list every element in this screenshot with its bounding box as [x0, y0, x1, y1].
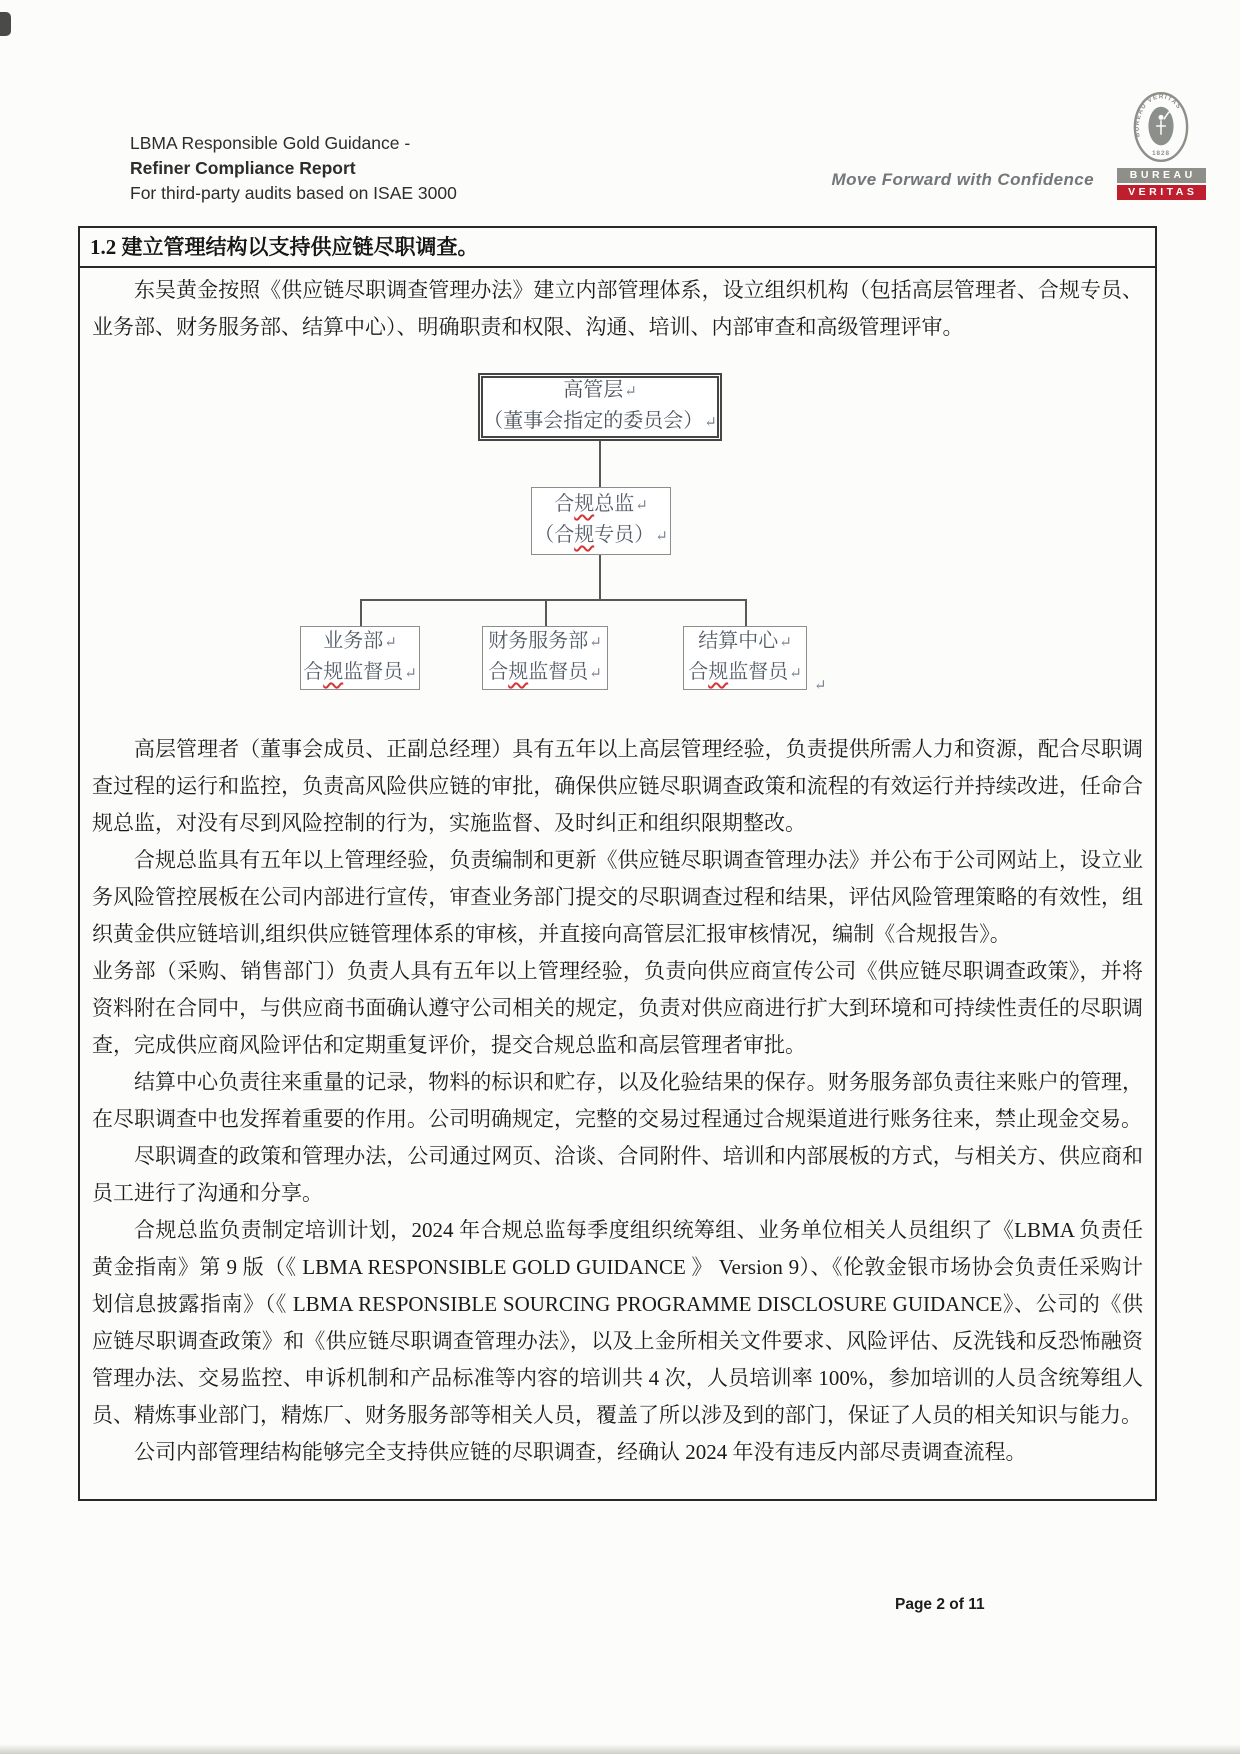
org-node-label: 合规总监	[554, 493, 635, 515]
paragraph-settlement-center: 结算中心负责往来重量的记录，物料的标识和贮存，以及化验结果的保存。财务服务部负责往来账户的管理，在尽职调查中也发挥着重要的作用。公司明确规定，完整的交易过程通过合规渠道进行账务往来，禁止现金交易。	[92, 1070, 1143, 1131]
org-node-compliance-director	[531, 487, 671, 555]
return-mark: ↵	[635, 498, 648, 514]
connector-line	[745, 599, 747, 626]
org-node-label: 财务服务部	[488, 630, 589, 652]
org-node-settlement-center	[683, 626, 807, 690]
scan-shadow	[0, 1744, 1240, 1754]
paragraph-training: 合规总监负责制定培训计划，2024 年合规总监每季度组织统筹组、业务单位相关人员组织了《LBMA 负责任黄金指南》第 9 版（《 LBMA RESPONSIBLE GOLD GUIDANCE 》 Version 9）、《伦敦金银市场协会负责任采购计划信息披露指南》（《 LBMA RESPONSIBLE SOURCING PROGRAMME DISCLOSURE GUIDANCE》、公司的《供应链尽职调查政策》和《供应链尽职调查管理办法》，以及上金所相关文件要求、风险评估、反洗钱和反恐怖融资管理办法、交易监控、申诉机制和产品标准等内容的培训共 4 次，人员培训率 100%，参加培训的人员含统筹组人员、精炼事业部门，精炼厂、财务服务部等相关人员，覆盖了所以涉及到的部门，保证了人员的相关知识与能力。	[92, 1218, 1143, 1427]
return-mark: ↵	[655, 529, 668, 545]
org-node-label: 结算中心	[698, 630, 779, 652]
doc-title-line3: For third-party audits based on ISAE 3000	[130, 183, 457, 203]
return-mark: ↵	[789, 666, 802, 682]
brand-tagline: Move Forward with Confidence	[831, 170, 1094, 189]
emblem-arc-text: BUREAU VERITAS	[1133, 93, 1183, 138]
org-node-label: 合规监督员	[488, 661, 589, 683]
page-number: Page 2 of 11	[895, 1596, 985, 1613]
return-mark: ↵	[704, 415, 717, 431]
logo-veritas-bar: VERITAS	[1117, 185, 1206, 200]
connector-line	[599, 441, 601, 487]
org-node-label: 合规监督员	[688, 661, 789, 683]
org-node-label: 业务部	[323, 630, 384, 652]
org-node-line	[323, 627, 397, 658]
org-node-line	[488, 627, 602, 658]
connector-line	[545, 599, 547, 626]
org-node-business-dept	[300, 626, 420, 690]
paragraph-compliance-director: 合规总监具有五年以上管理经验，负责编制和更新《供应链尽职调查管理办法》并公布于公司网站上，设立业务风险管控展板在公司内部进行宣传，审查业务部门提交的尽职调查过程和结果，评估风险管理策略的有效性，组织黄金供应链培训,组织供应链管理体系的审核，并直接向高管层汇报审核情况，编制《合规报告》。	[92, 848, 1143, 946]
org-node-line	[563, 376, 637, 407]
org-chart	[92, 352, 1143, 727]
return-mark: ↵	[624, 384, 637, 400]
org-node-line	[554, 490, 648, 521]
doc-title-line2: Refiner Compliance Report	[130, 158, 356, 178]
bureau-veritas-emblem-icon	[1132, 90, 1190, 164]
bureau-veritas-logo	[1116, 90, 1206, 200]
scan-artifact	[0, 12, 11, 36]
org-node-finance-services-dept	[482, 626, 608, 690]
section-body	[80, 268, 1155, 1499]
org-node-senior-management	[478, 373, 722, 441]
org-node-label: 合规监督员	[303, 661, 404, 683]
return-mark: ↵	[814, 678, 827, 694]
return-mark: ↵	[404, 666, 417, 682]
org-node-label: （合规专员）	[534, 524, 655, 546]
org-node-line	[303, 658, 417, 689]
return-mark: ↵	[384, 635, 397, 651]
section-heading: 1.2 建立管理结构以支持供应链尽职调查。	[80, 228, 1155, 268]
org-node-label: （董事会指定的委员会）	[483, 410, 704, 432]
connector-line	[360, 599, 746, 601]
paragraph-business-dept: 业务部（采购、销售部门）负责人具有五年以上管理经验，负责向供应商宣传公司《供应链尽职调查政策》，并将资料附在合同中，与供应商书面确认遵守公司相关的规定，负责对供应商进行扩大到环境和可持续性责任的尽职调查，完成供应商风险评估和定期重复评价，提交合规总监和高层管理者审批。	[92, 959, 1143, 1057]
document-title	[130, 131, 457, 206]
section-frame	[78, 226, 1157, 1501]
return-mark: ↵	[589, 666, 602, 682]
org-node-label: 高管层	[563, 379, 624, 401]
org-node-line	[488, 658, 602, 689]
connector-line	[360, 599, 362, 626]
org-node-line	[688, 658, 802, 689]
logo-bureau-bar: BUREAU	[1117, 168, 1206, 183]
return-mark: ↵	[779, 635, 792, 651]
org-node-line	[483, 407, 717, 438]
paragraph-intro: 东吴黄金按照《供应链尽职调查管理办法》建立内部管理体系，设立组织机构（包括高层管理者、合规专员、业务部、财务服务部、结算中心）、明确职责和权限、沟通、培训、内部审查和高级管理评审。	[92, 278, 1143, 339]
paragraph-conclusion: 公司内部管理结构能够完全支持供应链的尽职调查，经确认 2024 年没有违反内部尽责调查流程。	[134, 1440, 1027, 1464]
return-mark: ↵	[589, 635, 602, 651]
paragraph-senior-management: 高层管理者（董事会成员、正副总经理）具有五年以上高层管理经验，负责提供所需人力和资源，配合尽职调查过程的运行和监控，负责高风险供应链的审批，确保供应链尽职调查政策和流程的有效运行并持续改进，任命合规总监，对没有尽到风险控制的行为，实施监督、及时纠正和组织限期整改。	[92, 737, 1143, 835]
paragraph-communication: 尽职调查的政策和管理办法，公司通过网页、洽谈、合同附件、培训和内部展板的方式，与相关方、供应商和员工进行了沟通和分享。	[92, 1144, 1143, 1205]
org-node-line	[534, 521, 668, 552]
connector-line	[599, 555, 601, 599]
emblem-year: 1828	[1152, 150, 1170, 158]
org-node-line	[698, 627, 792, 658]
doc-title-line1: LBMA Responsible Gold Guidance -	[130, 133, 411, 153]
